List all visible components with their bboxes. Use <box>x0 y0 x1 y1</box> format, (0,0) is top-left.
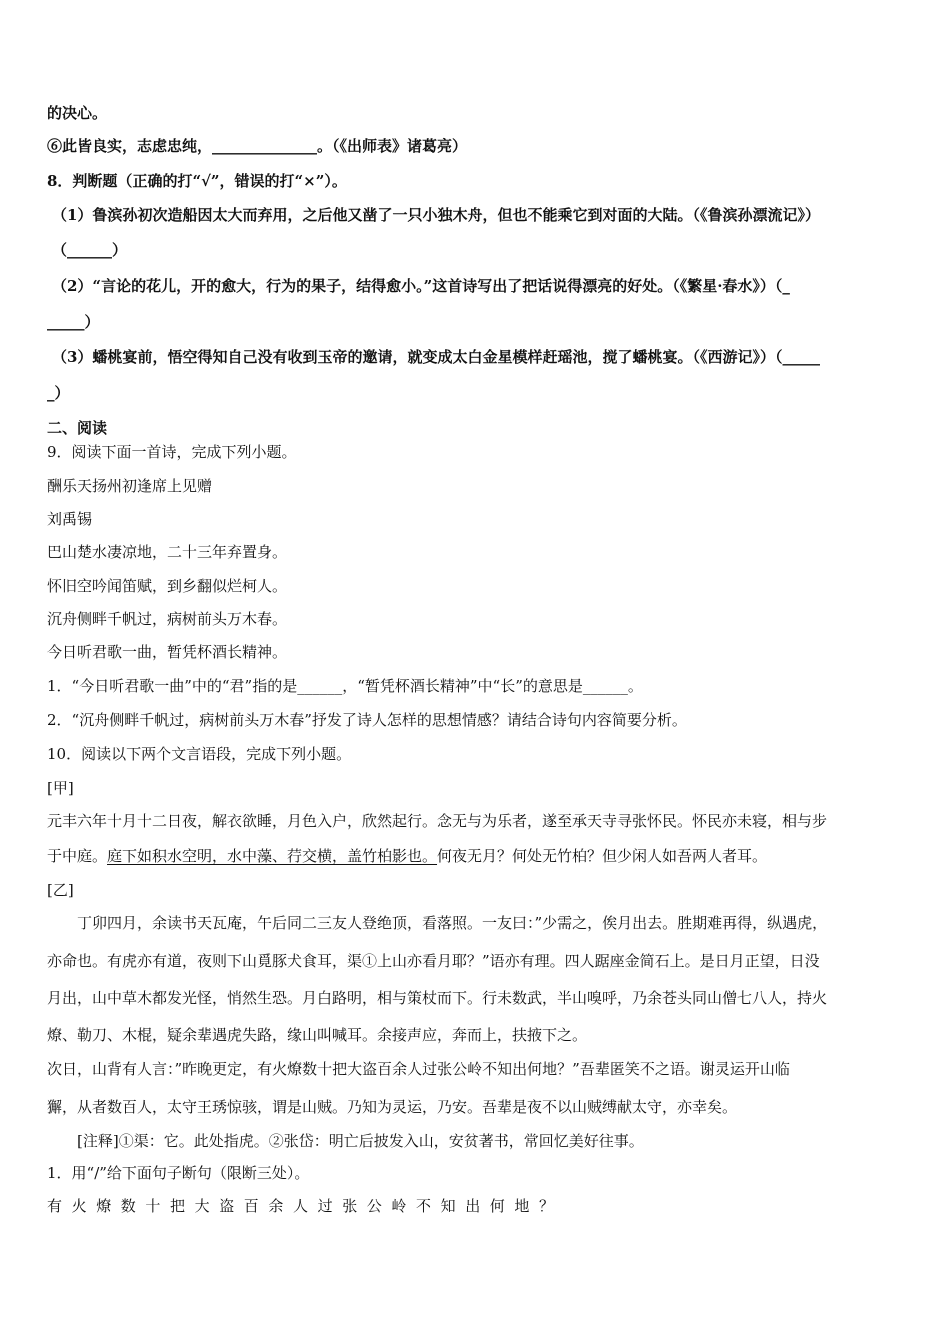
question-8-item-3-answer: _） <box>47 384 70 402</box>
poem-title: 酬乐天扬州初逢席上见赠 <box>47 477 213 495</box>
passage-yi-line: 次日，山背有人言：”昨晚更定，有火燎数十把大盗百余人过张公岭不知出何地？”吾辈匿笑不之语。谢灵运开山临 <box>47 1060 790 1078</box>
section-title-reading: 二、阅读 <box>47 419 108 437</box>
question-8-item-1-answer: （______） <box>52 241 128 259</box>
passage-yi-line: 獬，从者数百人，太守王琇惊骇，谓是山贼。乃知为灵运，乃安。吾辈是夜不以山贼缚献太守，亦幸矣。 <box>47 1098 738 1116</box>
question-8-item-1: （1）鲁滨孙初次造船因太大而弃用，之后他又凿了一只小独木舟，但也不能乘它到对面的大陆。（《鲁滨孙漂流记》） <box>52 206 820 224</box>
question-9-title: 9．阅读下面一首诗，完成下列小题。 <box>47 443 297 461</box>
question-8-item-3: （3）蟠桃宴前，悟空得知自己没有收到玉帝的邀请，就变成太白金星模样赶瑶池，搅了蟠桃宴。（《西游记》）（_____ <box>52 348 820 366</box>
question-9-sub-2: 2．“沉舟侧畔千帆过，病树前头万木春”抒发了诗人怎样的思想情感？请结合诗句内容简要分析。 <box>47 711 687 729</box>
passage-jia-line <box>47 846 767 866</box>
underlined-sentence: 庭下如积水空明，水中藻、荇交横，盖竹柏影也。 <box>107 847 438 865</box>
question-7-item-6: ⑥此皆良实，志虑忠纯，______________。（《出师表》诸葛亮） <box>47 137 468 155</box>
passage-jia-line: 元丰六年十月十二日夜，解衣欲睡，月色入户，欣然起行。念无与为乐者，遂至承天寺寻张怀民。怀民亦未寝，相与步 <box>47 812 828 830</box>
question-10-title: 10．阅读以下两个文言语段，完成下列小题。 <box>47 745 352 763</box>
question-8-title: 8．判断题（正确的打“√”，错误的打“×”）。 <box>47 172 347 190</box>
passage-jia-text: 何夜无月？何处无竹柏？但少闲人如吾两人者耳。 <box>437 847 768 865</box>
poem-line: 沉舟侧畔千帆过，病树前头万木春。 <box>47 610 288 628</box>
punctuation-sentence: 有火燎数十把大盗百余人过张公岭不知出何地？ <box>47 1197 564 1215</box>
passage-yi-label: [乙] <box>47 881 74 899</box>
passage-yi-line: 月出，山中草木都发光怪，悄然生恐。月白路明，相与策杖而下。行未数武，半山嗅呼，乃余苍头同山僧七八人，持火 <box>47 989 828 1007</box>
passage-yi-line: 燎、勒刀、木棍，疑余辈遇虎失路，缘山叫喊耳。余接声应，奔而上，扶掖下之。 <box>47 1026 588 1044</box>
passage-jia-label: [甲] <box>47 779 74 797</box>
question-8-item-2-answer: _____） <box>47 313 100 331</box>
poem-line: 怀旧空吟闻笛赋，到乡翻似烂柯人。 <box>47 577 288 595</box>
poem-author: 刘禹锡 <box>47 510 93 528</box>
question-8-item-2: （2）“言论的花儿，开的愈大，行为的果子，结得愈小。”这首诗写出了把话说得漂亮的好处。（《繁星·春水》）（_ <box>52 277 790 295</box>
question-10-sub-1: 1．用“/”给下面句子断句（限断三处）。 <box>47 1164 310 1182</box>
passage-jia-text: 于中庭。 <box>47 847 108 865</box>
poem-line: 巴山楚水凄凉地，二十三年弃置身。 <box>47 543 288 561</box>
poem-line: 今日听君歌一曲，暂凭杯酒长精神。 <box>47 643 288 661</box>
annotation-note: [注释]①渠：它。此处指虎。②张岱：明亡后披发入山，安贫著书，常回忆美好往事。 <box>77 1132 644 1150</box>
question-9-sub-1: 1．“今日听君歌一曲”中的“君”指的是______，“暂凭杯酒长精神”中“长”的意思是______。 <box>47 677 643 695</box>
passage-yi-line: 丁卯四月，余读书天瓦庵，午后同二三友人登绝顶，看落照。一友曰：”少需之，俟月出去。胜期难再得，纵遇虎， <box>77 914 828 932</box>
passage-yi-line: 亦命也。有虎亦有道，夜则下山覓豚犬食耳，渠①上山亦看月耶？”语亦有理。四人踞座金简石上。是日月正望，日没 <box>47 952 820 970</box>
text-line: 的决心。 <box>47 104 108 122</box>
